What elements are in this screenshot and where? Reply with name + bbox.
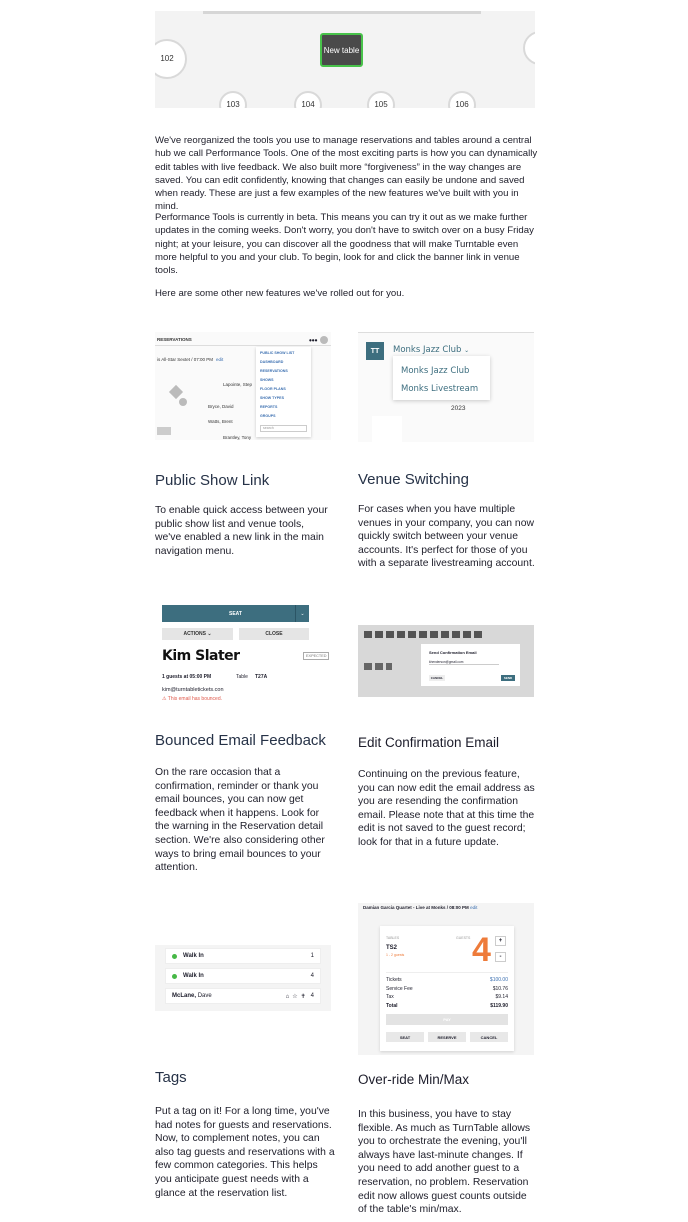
actions-button[interactable]: ACTIONS ⌄ xyxy=(162,628,233,640)
override-body: In this business, you have to stay flexible. As much as TurnTable allows you to orchestrate the evening, you'll always have last-minute changes. If you need to add another guest to a reservation, no problem. Reservation edit now allows guest counts outside of the table's min/max. xyxy=(358,1109,531,1216)
table-value: TS2 xyxy=(386,945,398,951)
table-shape xyxy=(169,385,183,399)
floor-plan-image xyxy=(155,11,535,108)
venue-badge: TT xyxy=(366,342,384,360)
tag-row-3[interactable]: McLane, Dave ⌂☆✝ 4 xyxy=(165,988,321,1004)
gift-icon: ⌂ xyxy=(285,993,293,1000)
tags-image xyxy=(155,945,331,1011)
warning-icon: ⚠ xyxy=(162,696,167,702)
show-edit-link[interactable]: edit xyxy=(216,357,224,362)
tag-row-2[interactable]: Walk In 4 xyxy=(165,968,321,984)
menu-reports[interactable]: REPORTS xyxy=(260,405,278,409)
calendar-cell xyxy=(372,416,402,442)
increment-button[interactable]: + xyxy=(495,936,506,946)
override-title: Over-ride Min/Max xyxy=(358,1072,470,1087)
guest-name-1: Lapointe, Step xyxy=(223,382,253,387)
venue-switching-title: Venue Switching xyxy=(358,471,469,488)
modal-title: Send Confirmation Email xyxy=(429,650,477,655)
table-105[interactable]: 105 xyxy=(367,91,395,108)
more-icon[interactable]: ••• xyxy=(309,336,318,345)
show-title: is All-Star Sextet / 07:00 PM xyxy=(157,357,214,362)
seat-button[interactable]: SEAT xyxy=(386,1032,424,1042)
tag-row-1[interactable]: Walk In 1 xyxy=(165,948,321,964)
venue-option-club[interactable]: Monks Jazz Club xyxy=(401,366,470,376)
tags-title: Tags xyxy=(155,1069,187,1086)
table-label: Table xyxy=(236,674,248,680)
close-button[interactable]: CLOSE xyxy=(239,628,309,640)
reservation-card xyxy=(380,926,514,1051)
venue-selector[interactable]: Monks Jazz Club ⌄ xyxy=(393,345,470,355)
cancel-button[interactable]: CANCEL xyxy=(430,676,444,680)
table-value: T27A xyxy=(255,674,268,680)
avatar[interactable] xyxy=(320,336,328,344)
tags-body: Put a tag on it! For a long time, you've had notes for guests and reservations. Now, to complement notes, you can also tag guests and reservations with a few common categories. This helps you anticipate guest needs with a glance at the reservation list. xyxy=(155,1106,335,1199)
guests-label: GUESTS xyxy=(456,936,471,940)
table-shape xyxy=(157,427,171,435)
menu-reservations[interactable]: RESERVATIONS xyxy=(260,369,288,373)
tables-label: TABLES xyxy=(386,936,400,940)
chevron-down-icon: ⌄ xyxy=(464,347,470,354)
email-field[interactable]: khenderson@gmail.com xyxy=(429,660,499,665)
cancel-button[interactable]: CANCEL xyxy=(470,1032,508,1042)
menu-floor-plans[interactable]: FLOOR PLANS xyxy=(260,387,286,391)
star-icon: ☆ xyxy=(292,993,301,1000)
table-103[interactable]: 103 xyxy=(219,91,247,108)
intro-paragraph-1: We've reorganized the tools you use to manage reservations and tables around a central hub we call Performance Tools. One of the most exciting parts is how you can dynamically edit tables with live feedback. We also built more “forgiveness” in the way changes are saved. You can edit confidently, knowing that changes can easily be undone and saved when ready. These are just a few examples of the new features we've built with you in mind. xyxy=(155,135,538,213)
public-show-link-body: To enable quick access between your public show list and venue tools, we've enabled a new link in the main navigation menu. xyxy=(155,505,328,557)
decrement-button[interactable]: - xyxy=(495,952,506,962)
tag-icons xyxy=(286,993,309,1000)
intro-paragraph-3: Here are some other new features we've rolled out for you. xyxy=(155,288,405,299)
override-image xyxy=(358,903,534,1055)
table-102[interactable]: 102 xyxy=(155,39,187,79)
guest-count[interactable]: 4 xyxy=(472,931,491,969)
seat-button[interactable]: SEAT xyxy=(162,605,309,622)
venue-switching-body: For cases when you have multiple venues in your company, you can now quickly switch between your venue accounts. It's perfect for those of you with a separate livestreaming account. xyxy=(358,504,535,570)
edit-confirmation-image xyxy=(358,625,534,697)
guest-name-3: Watts, Brent xyxy=(208,419,233,424)
menu-groups[interactable]: GROUPS xyxy=(260,414,276,418)
bounced-email-body: On the rare occasion that a confirmation, reminder or thank you email bounces, you can now get feedback when it happens. Look for the warning in the Reservation detail section. We're also considering other ways to bring email bounces to your attention. xyxy=(155,767,325,874)
venue-dropdown xyxy=(393,356,490,400)
guest-name-4: Brantley, Tony xyxy=(223,435,252,440)
show-edit-link[interactable]: edit xyxy=(470,905,478,910)
venue-option-livestream[interactable]: Monks Livestream xyxy=(401,384,479,394)
intro-paragraph-2: Performance Tools is currently in beta. This means you can try it out as we make further updates in the coming weeks. Don't worry, you don't have to switch over on a busy Friday night; at your leisure, you can discover all the goodness that will make Turntable even more helpful to you and your club. To begin, look for and click the banner link in venue tools. xyxy=(155,212,534,277)
bounced-email-title: Bounced Email Feedback xyxy=(155,732,326,749)
public-show-link-title: Public Show Link xyxy=(155,472,270,489)
table-row-shapes xyxy=(364,631,484,638)
table-shape xyxy=(179,398,187,406)
table-104[interactable]: 104 xyxy=(294,91,322,108)
status-badge: EXPECTED xyxy=(303,652,329,660)
confirmation-modal xyxy=(421,644,520,686)
table-106[interactable]: 106 xyxy=(448,91,476,108)
walk-in-dot xyxy=(172,974,177,979)
reservations-header: RESERVATIONS xyxy=(157,337,192,342)
table-row-shapes xyxy=(364,663,392,670)
guest-count-time: 1 guests at 05:00 PM xyxy=(162,674,212,680)
show-header: Damian Garcia Quartet - Live at Monks / 08:00 PM edit xyxy=(363,905,478,910)
menu-show-types[interactable]: SHOW TYPES xyxy=(260,396,284,400)
fork-knife-icon: ✝ xyxy=(300,993,309,1000)
menu-dashboard[interactable]: DASHBOARD xyxy=(260,360,284,364)
nav-menu xyxy=(256,347,311,437)
guest-name: Kim Slater xyxy=(162,648,240,664)
venue-switching-image xyxy=(358,332,534,442)
edit-confirmation-body: Continuing on the previous feature, you can now edit the email address as you are resending the confirmation email. Please note that at this time the edit is not saved to the guest record; look for that in a future update. xyxy=(358,769,535,848)
menu-public-show-list[interactable]: PUBLIC SHOW LIST xyxy=(260,351,295,355)
walk-in-dot xyxy=(172,954,177,959)
menu-shows[interactable]: SHOWS xyxy=(260,378,274,382)
table-edge[interactable] xyxy=(523,31,535,65)
new-table[interactable]: New table xyxy=(320,33,363,67)
send-button[interactable]: SEND xyxy=(501,675,515,681)
guest-email: kim@turntabletickets.con xyxy=(162,687,224,693)
bounce-warning: ⚠ This email has bounced. xyxy=(162,696,222,702)
bounced-email-image xyxy=(155,598,331,718)
seat-dropdown-icon[interactable]: ⌄ xyxy=(295,605,309,622)
price-breakdown: Tickets $100.00 Service Fee $10.76 Tax $9.14 Total $119.90 xyxy=(386,977,508,1009)
public-show-link-image xyxy=(155,332,331,440)
floor-plan-wall xyxy=(203,11,481,14)
guest-name-2: Bryce, David xyxy=(208,404,234,409)
year-label: 2023 xyxy=(451,405,466,412)
menu-search-input[interactable]: search xyxy=(260,425,307,432)
pay-button[interactable]: PAY xyxy=(386,1014,508,1025)
reserve-button[interactable]: RESERVE xyxy=(428,1032,466,1042)
edit-confirmation-title: Edit Confirmation Email xyxy=(358,735,500,750)
table-range: 1 - 2 guests xyxy=(386,953,405,957)
